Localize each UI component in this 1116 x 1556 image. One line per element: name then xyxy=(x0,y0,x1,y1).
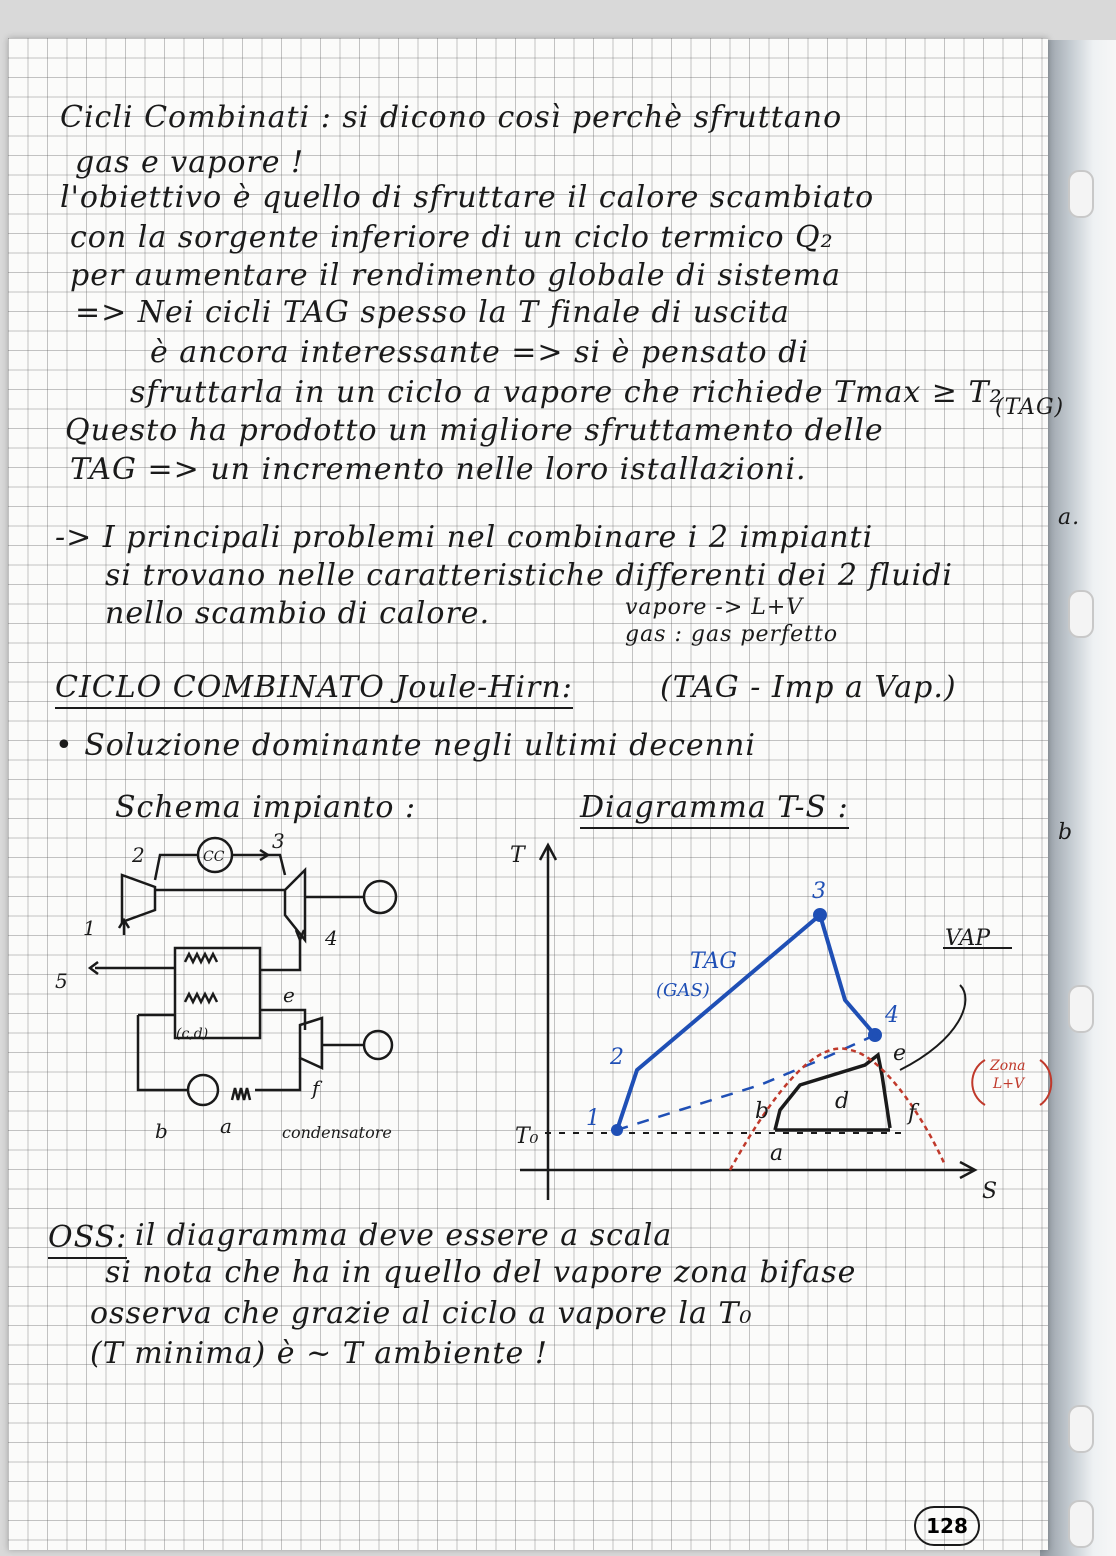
t0-label: T₀ xyxy=(515,1124,539,1149)
text-line: -> I principali problemi nel combinare i 2 impianti xyxy=(55,520,874,555)
steam-turbine-icon xyxy=(300,1018,322,1068)
steam-point-label: b xyxy=(755,1099,770,1124)
ts-diagram xyxy=(520,845,975,1200)
schema-label: b xyxy=(155,1119,168,1143)
fluid-note: vapore -> L+V xyxy=(625,595,804,620)
point-label: 2 xyxy=(610,1045,624,1070)
diagram-labels xyxy=(510,843,1026,1204)
steam-point-label: f xyxy=(908,1101,917,1126)
generator-icon xyxy=(364,881,396,913)
gas-label: (GAS) xyxy=(656,980,710,1001)
text-note: (TAG) xyxy=(995,395,1065,420)
oss-line: il diagramma deve essere a scala xyxy=(135,1218,673,1253)
margin-note: b xyxy=(1058,820,1074,845)
oss-line: si nota che ha in quello del vapore zona bifase xyxy=(105,1255,857,1290)
steam-point-label: a xyxy=(770,1141,784,1166)
page-number: 128 xyxy=(914,1506,980,1546)
axis-t-label: T xyxy=(510,843,525,868)
section-title: CICLO COMBINATO Joule-Hirn: xyxy=(55,670,573,709)
zone-label: Zona xyxy=(990,1058,1026,1074)
diagram-title: Diagramma T-S : xyxy=(580,790,849,829)
text-line: nello scambio di calore. xyxy=(105,596,491,631)
oss-label: OSS: xyxy=(48,1220,127,1259)
fluid-note: gas : gas perfetto xyxy=(625,622,839,647)
steam-cycle xyxy=(775,1055,890,1130)
recuperatore-label: (c,d) xyxy=(176,1026,209,1042)
schema-label: 5 xyxy=(55,969,68,993)
text-line: Questo ha prodotto un migliore sfruttamento delle xyxy=(65,413,884,448)
schema-label: 4 xyxy=(325,926,338,950)
section-subtitle: (TAG - Imp a Vap.) xyxy=(660,670,957,705)
steam-point-label: d xyxy=(835,1089,850,1114)
point-label: 3 xyxy=(812,879,826,904)
text-line: per aumentare il rendimento globale di sistema xyxy=(70,258,841,293)
text-line: gas e vapore ! xyxy=(75,145,305,180)
text-line: con la sorgente inferiore di un ciclo termico Q₂ xyxy=(70,220,834,255)
condensatore-label: condensatore xyxy=(282,1123,392,1142)
oss-line: osserva che grazie al ciclo a vapore la T₀ xyxy=(90,1296,753,1331)
text-line: l'obiettivo è quello di sfruttare il calore scambiato xyxy=(60,180,875,215)
schema-label: e xyxy=(283,983,295,1007)
plant-schema xyxy=(90,838,396,1105)
margin-note: a. xyxy=(1058,505,1081,530)
text-line: è ancora interessante => si è pensato di xyxy=(150,335,809,370)
text-line: TAG => un incremento nelle loro istallazioni. xyxy=(70,452,807,487)
text-line: si trovano nelle caratteristiche differenti dei 2 fluidi xyxy=(105,558,953,593)
oss-line: (T minima) è ~ T ambiente ! xyxy=(90,1336,548,1371)
schema-label: 3 xyxy=(272,829,285,853)
text-line: sfruttarla in un ciclo a vapore che richiede Tmax ≥ T₂ xyxy=(130,375,1003,410)
vap-label: VAP xyxy=(945,926,991,951)
compressor-icon xyxy=(122,875,155,922)
text-line: Cicli Combinati : si dicono così perchè sfruttano xyxy=(60,100,843,135)
text-line: => Nei cicli TAG spesso la T finale di uscita xyxy=(75,295,790,330)
tag-label: TAG xyxy=(690,949,737,974)
zone-label: L+V xyxy=(993,1076,1025,1092)
point-label: 4 xyxy=(885,1003,899,1028)
bullet-text: • Soluzione dominante negli ultimi decenni xyxy=(55,728,756,763)
schema-title: Schema impianto : xyxy=(115,790,417,825)
pump-icon xyxy=(188,1075,218,1105)
steam-point-label: e xyxy=(893,1041,907,1066)
generator-icon xyxy=(364,1031,392,1059)
schema-label: 2 xyxy=(132,843,145,867)
cc-label: CC xyxy=(203,849,225,865)
plant-labels xyxy=(55,829,392,1143)
vap-pointer xyxy=(900,985,965,1070)
axis-s-label: S xyxy=(982,1179,998,1204)
schema-label: a xyxy=(220,1114,232,1138)
point-label: 1 xyxy=(586,1106,600,1131)
schema-label: 1 xyxy=(83,916,96,940)
schema-label: f xyxy=(312,1076,320,1100)
turbine-icon xyxy=(285,870,305,940)
